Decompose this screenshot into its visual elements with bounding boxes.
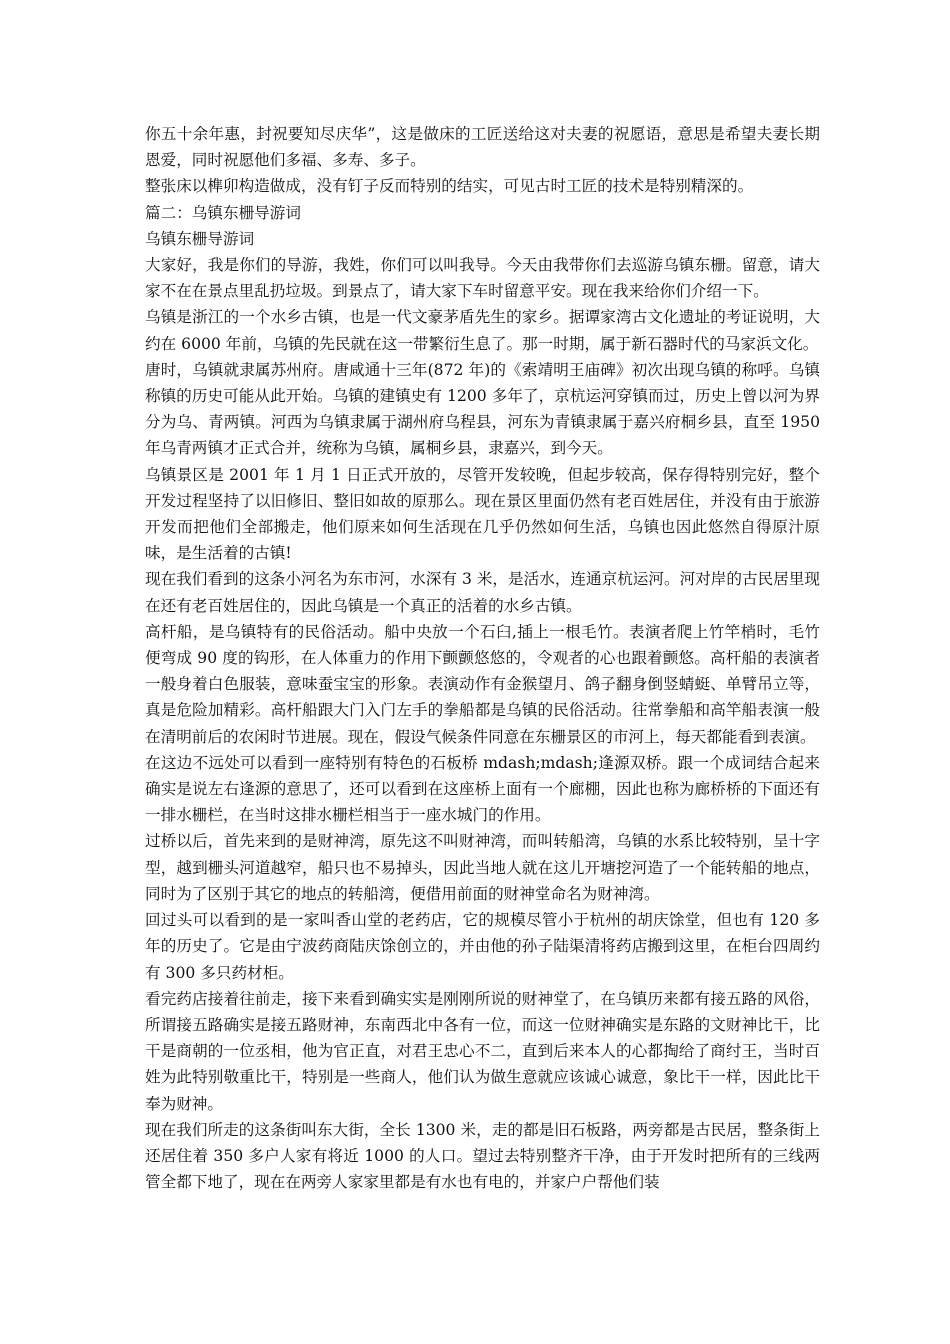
document-body: [145, 121, 820, 1195]
paragraph-pole-boat: 高杆船，是乌镇特有的民俗活动。船中央放一个石臼,插上一根毛竹。表演者爬上竹竿梢时，毛竹便弯成 90 度的钩形，在人体重力的作用下颤颤悠悠的，令观者的心也跟着颤悠。高杆船的表演者一般身着白色服装，意味蚕宝宝的形象。表演动作有金猴望月、鸽子翻身倒竖蜻蜓、单臂吊立等，真是危险加精彩。高杆船跟大门入门左手的拳船都是乌镇的民俗活动。往常拳船和高竿船表演一般在清明前后的农闲时节进展。现在，假设气候条件同意在东栅景区的市河上，每天都能看到表演。: [145, 622, 820, 746]
paragraph-caishen-bay: 过桥以后，首先来到的是财神湾，原先这不叫财神湾，而叫转船湾，乌镇的水系比较特别，呈十字型，越到栅头河道越窄，船只也不易掉头，因此当地人就在这儿开塘挖河造了一个能转船的地点，同时为了区别于其它的地点的转船湾，便借用前面的财神堂命名为财神湾。: [145, 832, 820, 903]
paragraph-scenic-area: 乌镇景区是 2001 年 1 月 1 日正式开放的，尽管开发较晚，但起步较高，保存得特别完好，整个开发过程坚持了以旧修旧、整旧如故的原那么。现在景区里面仍然有老百姓居住，并没有由于旅游开发而把他们全部搬走，他们原来如何生活现在几乎仍然如何生活，乌镇也因此悠然自得原汁原味，是生活着的古镇!: [145, 465, 820, 563]
paragraph-stone-bridge: 在这边不远处可以看到一座特别有特色的石板桥 mdash;mdash;逢源双桥。跟一个成词结合起来确实是说左右逢源的意思了，还可以看到在这座桥上面有一个廊棚，因此也称为廊桥桥的下面还有一排水栅栏，在当时这排水栅栏相当于一座水城门的作用。: [145, 753, 820, 825]
paragraph-east-street: 现在我们所走的这条街叫东大街，全长 1300 米，走的都是旧石板路，两旁都是古民居，整条街上还居住着 350 多户人家有将近 1000 的人口。望过去特别整齐干净，由于开发时把所有的三线两管全都下地了，现在在两旁人家家里都是有水也有电的，并家户户帮他们装: [145, 1120, 820, 1192]
section-heading: 篇二：乌镇东栅导游词: [145, 203, 301, 222]
paragraph-greeting: 大家好，我是你们的导游，我姓，你们可以叫我导。今天由我带你们去巡游乌镇东栅。留意，请大家不在在景点里乱扔垃圾。到景点了，请大家下车时留意平安。现在我来给你们介绍一下。: [145, 256, 820, 301]
paragraph-tang-history: 唐时，乌镇就隶属苏州府。唐咸通十三年(872 年)的《索靖明王庙碑》初次出现乌镇的称呼。乌镇称镇的历史可能从此开始。乌镇的建镇史有 1200 多年了，京杭运河穿镇而过，历史上曾以河为界分为乌、青两镇。河西为乌镇隶属于湖州府乌程县，河东为青镇隶属于嘉兴府桐乡县，直至 1950 年乌青两镇才正式合并，统称为乌镇，属桐乡县，隶嘉兴，到今天。: [145, 360, 820, 458]
paragraph-wuzhen-intro: 乌镇是浙江的一个水乡古镇，也是一代文豪茅盾先生的家乡。据谭家湾古文化遗址的考证说明，大约在 6000 年前，乌镇的先民就在这一带繁衍生息了。那一时期，属于新石器时代的马家浜文化。: [145, 308, 820, 353]
paragraph-pharmacy: 回过头可以看到的是一家叫香山堂的老药店，它的规模尽管小于杭州的胡庆馀堂，但也有 120 多年的历史了。它是由宁波药商陆庆馀创立的，并由他的孙子陆渠清将药店搬到这里，在柜台四周约有 300 多只药材柜。: [145, 911, 820, 982]
paragraph-caishen-hall: 看完药店接着往前走，接下来看到确实实是刚刚所说的财神堂了，在乌镇历来都有接五路的风俗，所谓接五路确实是接五路财神，东南西北中各有一位，而这一位财神确实是东路的文财神比干，比干是商朝的一位丞相，他为官正直，对君王忠心不二，直到后来本人的心都掏给了商纣王，当时百姓为此特别敬重比干，特别是一些商人，他们认为做生意就应该诚心诚意，象比干一样，因此比干奉为财神。: [145, 989, 820, 1113]
paragraph-bed-blessing: 你五十余年惠，封祝要知尽庆华”，这是做床的工匠送给这对夫妻的祝愿语，意思是希望夫妻长期恩爱，同时祝愿他们多福、多寿、多子。: [145, 125, 820, 170]
section-subtitle: 乌镇东栅导游词: [145, 229, 255, 248]
paragraph-bed-construction: 整张床以榫卯构造做成，没有钉子反而特别的结实，可见古时工匠的技术是特别精深的。: [145, 177, 754, 196]
paragraph-dongshi-river: 现在我们看到的这条小河名为东市河，水深有 3 米，是活水，连通京杭运河。河对岸的古民居里现在还有老百姓居住的，因此乌镇是一个真正的活着的水乡古镇。: [145, 570, 820, 615]
